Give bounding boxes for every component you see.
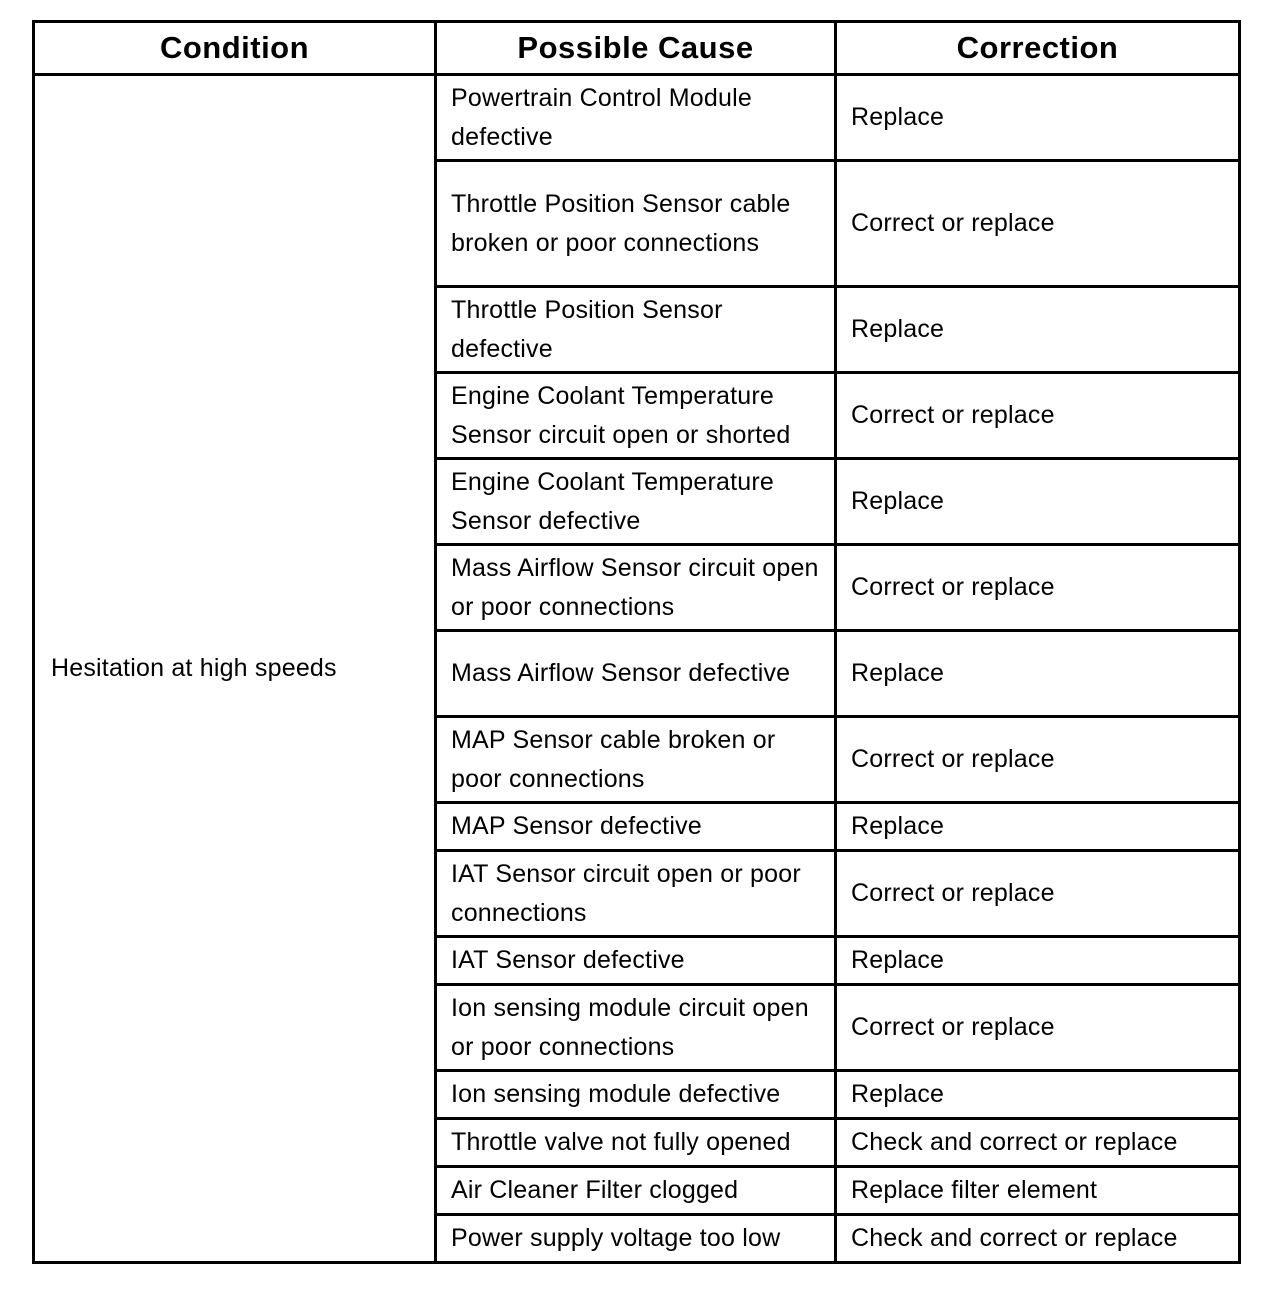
correction-cell: Correct or replace [836,985,1240,1071]
cause-cell: Mass Airflow Sensor circuit open or poor connections [436,545,836,631]
correction-cell: Correct or replace [836,545,1240,631]
cause-cell: Ion sensing module circuit open or poor connections [436,985,836,1071]
correction-cell: Correct or replace [836,851,1240,937]
header-possible-cause: Possible Cause [436,22,836,75]
cause-cell: Throttle Position Sensor defective [436,287,836,373]
header-condition: Condition [34,22,436,75]
cause-cell: Engine Coolant Temperature Sensor defective [436,459,836,545]
correction-cell: Replace [836,803,1240,851]
correction-cell: Correct or replace [836,717,1240,803]
cause-cell: Throttle Position Sensor cable broken or poor connections [436,161,836,287]
cause-cell: Mass Airflow Sensor defective [436,631,836,717]
correction-cell: Replace [836,75,1240,161]
cause-cell: Throttle valve not fully opened [436,1119,836,1167]
table-row [34,75,1240,161]
correction-cell: Replace [836,937,1240,985]
correction-cell: Replace [836,287,1240,373]
correction-cell: Correct or replace [836,373,1240,459]
cause-cell: Powertrain Control Module defective [436,75,836,161]
correction-cell: Replace filter element [836,1167,1240,1215]
correction-cell: Replace [836,631,1240,717]
correction-cell: Replace [836,1071,1240,1119]
header-row [34,22,1240,75]
condition-cell: Hesitation at high speeds [34,75,436,1263]
cause-cell: Power supply voltage too low [436,1215,836,1263]
correction-cell: Check and correct or replace [836,1215,1240,1263]
diagnosis-table [32,20,1241,1264]
cause-cell: IAT Sensor defective [436,937,836,985]
cause-cell: Engine Coolant Temperature Sensor circuit open or shorted [436,373,836,459]
header-correction: Correction [836,22,1240,75]
correction-cell: Replace [836,459,1240,545]
correction-cell: Correct or replace [836,161,1240,287]
correction-cell: Check and correct or replace [836,1119,1240,1167]
cause-cell: MAP Sensor cable broken or poor connections [436,717,836,803]
cause-cell: Ion sensing module defective [436,1071,836,1119]
cause-cell: IAT Sensor circuit open or poor connections [436,851,836,937]
cause-cell: MAP Sensor defective [436,803,836,851]
cause-cell: Air Cleaner Filter clogged [436,1167,836,1215]
